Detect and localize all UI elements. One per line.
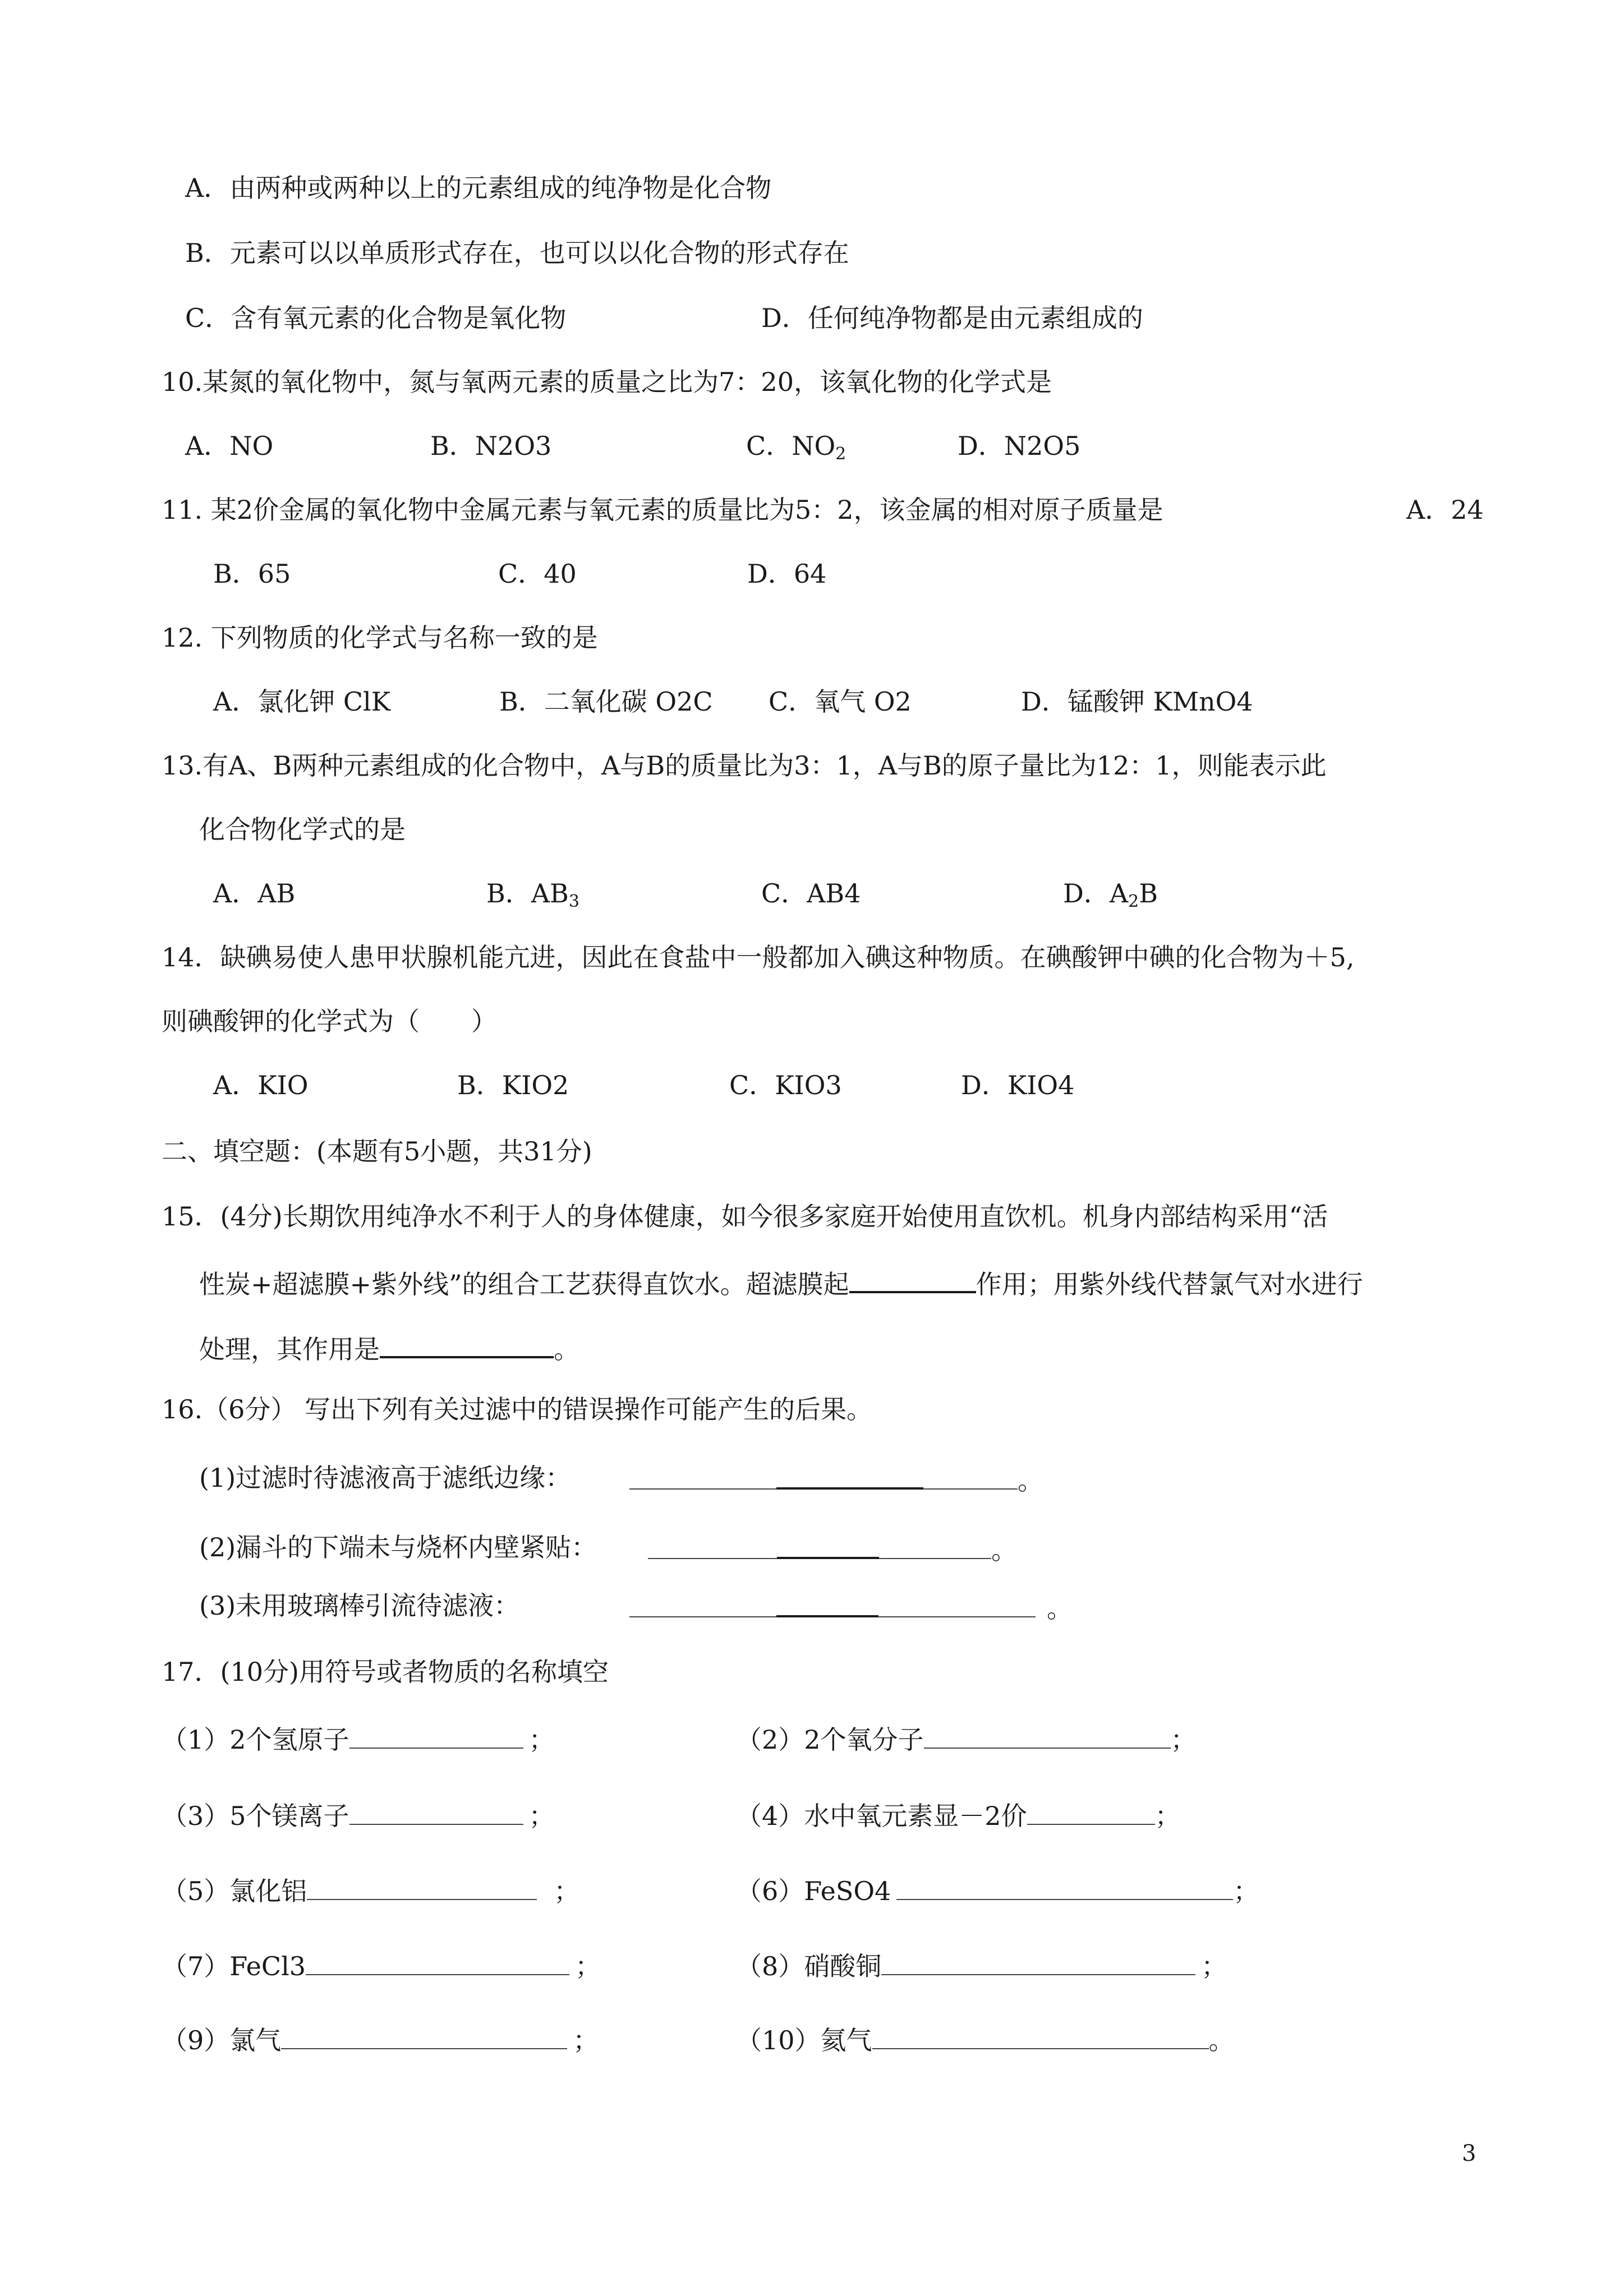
q17-item-2: （2）2个氧分子 ；	[736, 1725, 1197, 1755]
section-2-heading: 二、填空题：(本题有5小题，共31分)	[162, 1136, 592, 1167]
q14-option-c: C．KIO3	[729, 1070, 842, 1100]
q13-option-c: C．AB4	[761, 878, 861, 909]
q9-option-b: B．元素可以以单质形式存在，也可以以化合物的形式存在	[185, 238, 849, 268]
q13-option-a: A．AB	[213, 878, 296, 909]
q17-item-4: （4）水中氧元素显－2价 ；	[736, 1801, 1181, 1831]
q17-item-1: （1）2个氢原子 ；	[162, 1725, 555, 1755]
q11-option-a: A．24	[1406, 495, 1484, 525]
q17-item-9: （9）氯气 ；	[162, 2025, 599, 2055]
q9-option-a: A．由两种或两种以上的元素组成的纯净物是化合物	[185, 173, 772, 203]
q14-stem-line2: 则碘酸钾的化学式为（ ）	[162, 1006, 497, 1036]
q12-option-d: D．锰酸钾 KMnO4	[1021, 686, 1253, 717]
q12-stem: 12. 下列物质的化学式与名称一致的是	[162, 623, 598, 653]
q10-option-a: A．NO	[185, 431, 274, 461]
q11-option-d: D．64	[747, 559, 827, 589]
q16-stem: 16.（6分） 写出下列有关过滤中的错误操作可能产生的后果。	[162, 1394, 873, 1424]
q15-line3: 处理，其作用是 。	[199, 1334, 579, 1364]
q14-option-b: B．KIO2	[457, 1070, 569, 1100]
q14-stem-line1: 14．缺碘易使人患甲状腺机能亢进，因此在食盐中一般都加入碘这种物质。在碘酸钾中碘的化合物为＋5,	[162, 942, 1355, 972]
q10-option-c: C．$NO_2$	[746, 431, 846, 464]
q15-line1: 15．(4分)长期饮用纯净水不利于人的身体健康，如今很多家庭开始使用直饮机。机身内部结构采用“活	[162, 1201, 1328, 1232]
q13-option-d: D．$A_2B$	[1063, 878, 1158, 911]
q17-item-7: （7）FeCl3 ；	[162, 1951, 601, 1981]
q13-stem-line1: 13.有A、B两种元素组成的化合物中，A与B的质量比为3：1，A与B的原子量比为12：1，则能表示此	[162, 750, 1327, 781]
q16-blank-1[interactable]: 。	[629, 1465, 1043, 1493]
q12-option-b: B．二氧化碳 O2C	[499, 686, 713, 717]
q9-option-d: D．任何纯净物都是由元素组成的	[761, 303, 1143, 333]
q13-stem-line2: 化合物化学式的是	[199, 814, 406, 845]
q17-item-3: （3）5个镁离子 ；	[162, 1801, 555, 1831]
q17-item-5: （5）氯化铝 ；	[162, 1876, 580, 1906]
q17-stem: 17．(10分)用符号或者物质的名称填空	[162, 1657, 609, 1687]
q17-item-6: （6）FeSO4 ；	[736, 1876, 1259, 1906]
q13-option-b: B．$AB_3$	[486, 878, 579, 911]
q14-option-d: D．KIO4	[961, 1070, 1075, 1100]
q12-option-a: A．氯化钾 ClK	[213, 686, 391, 717]
q10-stem: 10.某氮的氧化物中，氮与氧两元素的质量之比为7：20，该氧化物的化学式是	[162, 367, 1052, 397]
q16-blank-3[interactable]: 。	[629, 1593, 1073, 1621]
q16-sub-2: (2)漏斗的下端未与烧杯内壁紧贴：	[199, 1532, 597, 1562]
q11-option-c: C．40	[498, 559, 577, 589]
q10-option-d: D．N2O5	[958, 431, 1081, 461]
q11-stem: 11. 某2价金属的氧化物中金属元素与氧元素的质量比为5：2，该金属的相对原子质量是	[162, 495, 1163, 525]
q16-sub-1: (1)过滤时待滤液高于滤纸边缘：	[199, 1463, 572, 1493]
q16-blank-2[interactable]: 。	[648, 1534, 1017, 1563]
q15-blank-1[interactable]	[849, 1269, 976, 1293]
q17-item-8: （8）硝酸铜 ；	[736, 1951, 1227, 1981]
q17-item-10: （10）氦气 。	[736, 2025, 1235, 2055]
q16-sub-3: (3)未用玻璃棒引流待滤液：	[199, 1590, 520, 1621]
q12-option-c: C．氧气 O2	[769, 686, 912, 717]
q15-blank-2[interactable]	[380, 1334, 554, 1358]
q11-option-b: B．65	[213, 559, 291, 589]
q10-option-b: B．N2O3	[430, 431, 552, 461]
q14-option-a: A．KIO	[213, 1070, 309, 1100]
page-number: 3	[1462, 2141, 1476, 2166]
q15-line2: 性炭+超滤膜+紫外线”的组合工艺获得直饮水。超滤膜起 作用；用紫外线代替氯气对水进行	[199, 1269, 1363, 1299]
q9-option-c: C．含有氧元素的化合物是氧化物	[185, 303, 567, 333]
